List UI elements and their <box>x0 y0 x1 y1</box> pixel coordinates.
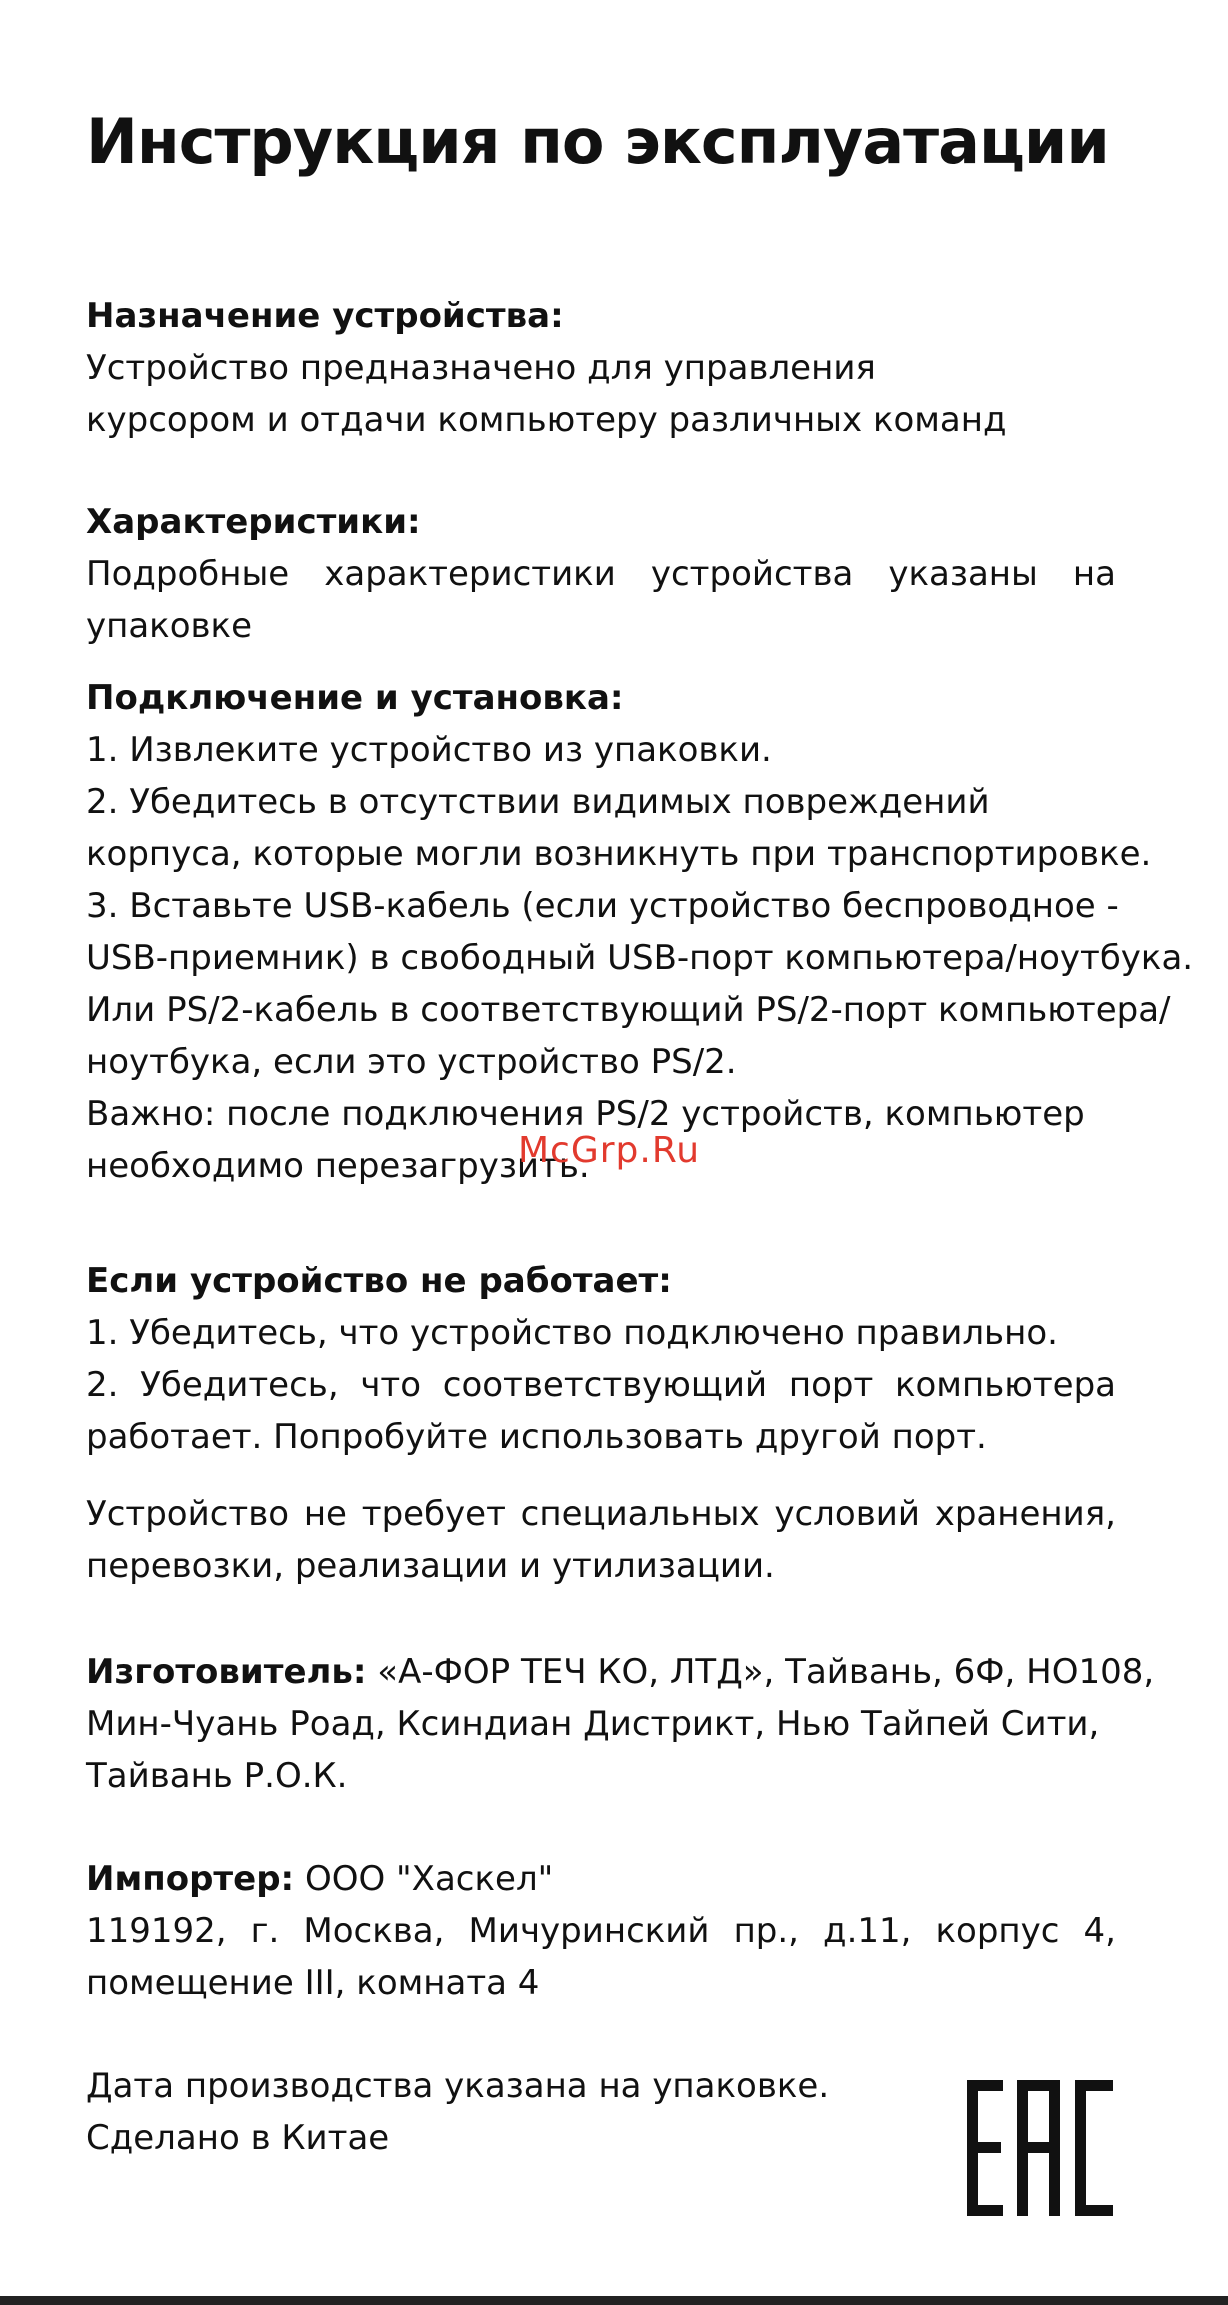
troubleshoot-line: работает. Попробуйте использовать другой порт. <box>86 1417 987 1457</box>
footer-section <box>86 2060 846 2164</box>
install-line: Важно: после подключения PS/2 устройств, компьютер <box>86 1094 1085 1134</box>
specs-line: упаковке <box>86 606 253 646</box>
specs-section <box>86 496 1116 652</box>
storage-line: Устройство не требует специальных условий хранения, <box>86 1494 1116 1534</box>
footer-line: Сделано в Китае <box>86 2118 390 2158</box>
install-line: ноутбука, если это устройство PS/2. <box>86 1042 737 1082</box>
purpose-line: Устройство предназначено для управления <box>86 348 876 388</box>
install-section <box>86 672 1194 1192</box>
manufacturer-line: Мин-Чуань Роад, Ксиндиан Дистрикт, Нью Тайпей Сити, <box>86 1704 1100 1744</box>
watermark-text: McGrp.Ru <box>518 1130 701 1171</box>
install-line: 1. Извлеките устройство из упаковки. <box>86 730 772 770</box>
bottom-border <box>0 2296 1228 2305</box>
install-line: 3. Вставьте USB-кабель (если устройство беспроводное - <box>86 886 1119 926</box>
purpose-line: курсором и отдачи компьютеру различных команд <box>86 400 1007 440</box>
purpose-heading: Назначение устройства: <box>86 296 564 336</box>
importer-label: Импортер: <box>86 1859 295 1899</box>
purpose-section <box>86 290 1116 446</box>
page-title: Инструкция по эксплуатации <box>86 105 1109 178</box>
install-line: корпуса, которые могли возникнуть при транспортировке. <box>86 834 1152 874</box>
install-line: 2. Убедитесь в отсутствии видимых повреждений <box>86 782 990 822</box>
install-line: необходимо перезагрузить. <box>86 1146 590 1186</box>
manufacturer-line <box>86 1646 1155 1698</box>
troubleshoot-line: 1. Убедитесь, что устройство подключено правильно. <box>86 1313 1058 1353</box>
footer-line: Дата производства указана на упаковке. <box>86 2066 830 2106</box>
importer-name: ООО "Хаскел" <box>294 1859 554 1899</box>
importer-section <box>86 1853 1116 2009</box>
troubleshoot-line: 2. Убедитесь, что соответствующий порт компьютера <box>86 1365 1116 1405</box>
install-line: Или PS/2-кабель в соответствующий PS/2-порт компьютера/ <box>86 990 1171 1030</box>
specs-heading: Характеристики: <box>86 502 421 542</box>
install-line: USB-приемник) в свободный USB-порт компьютера/ноутбука. <box>86 938 1194 978</box>
specs-line: Подробные характеристики устройства указаны на <box>86 554 1116 594</box>
eac-mark-icon <box>965 2078 1115 2218</box>
importer-line: 119192, г. Москва, Мичуринский пр., д.11, корпус 4, <box>86 1911 1116 1951</box>
manufacturer-line: Тайвань Р.О.К. <box>86 1756 348 1796</box>
storage-line: перевозки, реализации и утилизации. <box>86 1546 775 1586</box>
troubleshoot-section <box>86 1255 1116 1463</box>
importer-line: помещение III, комната 4 <box>86 1963 540 2003</box>
manufacturer-name: «А-ФОР ТЕЧ КО, ЛТД», Тайвань, 6Ф, НО108, <box>366 1652 1155 1692</box>
manufacturer-section <box>86 1646 1155 1802</box>
install-heading: Подключение и установка: <box>86 678 624 718</box>
storage-section <box>86 1488 1116 1592</box>
troubleshoot-heading: Если устройство не работает: <box>86 1261 672 1301</box>
manufacturer-label: Изготовитель: <box>86 1652 367 1692</box>
importer-line <box>86 1853 1116 1905</box>
